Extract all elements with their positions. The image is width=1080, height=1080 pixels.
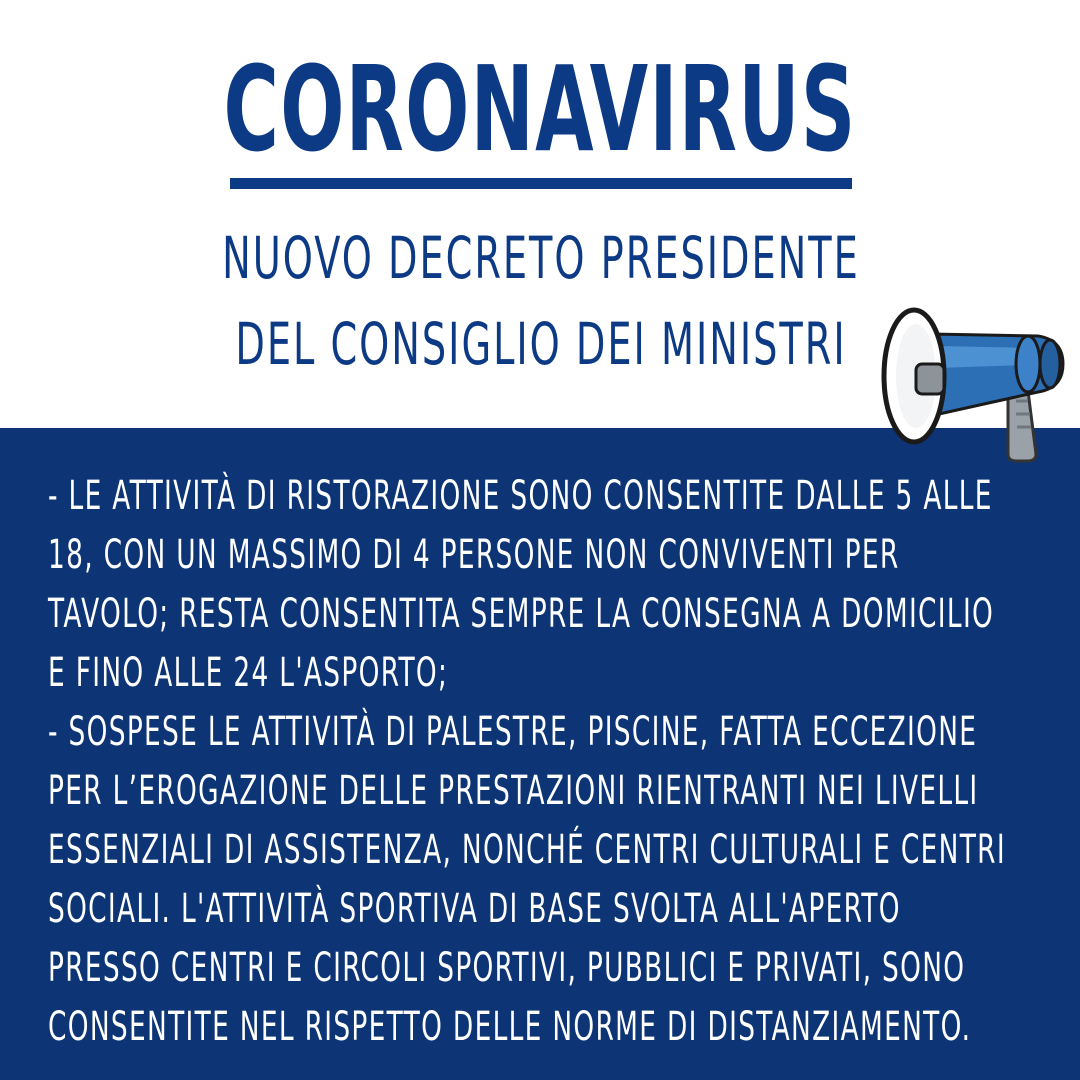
decree-line-9: PRESSO CENTRI E CIRCOLI SPORTIVI, PUBBLICI E PRIVATI, SONO	[48, 945, 966, 991]
decree-line-6: PER L’EROGAZIONE DELLE PRESTAZIONI RIENTRANTI NEI LIVELLI	[48, 768, 979, 814]
decree-text	[48, 467, 1028, 1057]
decree-line-2: 18, CON UN MASSIMO DI 4 PERSONE NON CONVIVENTI PER	[48, 532, 900, 578]
decree-line-5: - SOSPESE LE ATTIVITÀ DI PALESTRE, PISCINE, FATTA ECCEZIONE	[48, 709, 978, 755]
megaphone-icon	[878, 306, 1078, 466]
decree-line-3: TAVOLO; RESTA CONSENTITA SEMPRE LA CONSEGNA A DOMICILIO	[48, 591, 995, 637]
decree-line-10: CONSENTITE NEL RISPETTO DELLE NORME DI DISTANZIAMENTO.	[48, 1004, 972, 1050]
subtitle-line-2: DEL CONSIGLIO DEI MINISTRI	[235, 310, 847, 378]
title-underline	[230, 178, 852, 189]
decree-line-8: SOCIALI. L'ATTIVITÀ SPORTIVA DI BASE SVOLTA ALL'APERTO	[48, 886, 901, 932]
decree-line-4: E FINO ALLE 24 L'ASPORTO;	[48, 650, 449, 696]
decree-line-1: - LE ATTIVITÀ DI RISTORAZIONE SONO CONSENTITE DALLE 5 ALLE	[48, 473, 993, 519]
decree-line-7: ESSENZIALI DI ASSISTENZA, NONCHÉ CENTRI CULTURALI E CENTRI	[48, 827, 1006, 873]
subtitle-line-1: NUOVO DECRETO PRESIDENTE	[222, 224, 860, 292]
page-title: CORONAVIRUS	[223, 40, 857, 178]
